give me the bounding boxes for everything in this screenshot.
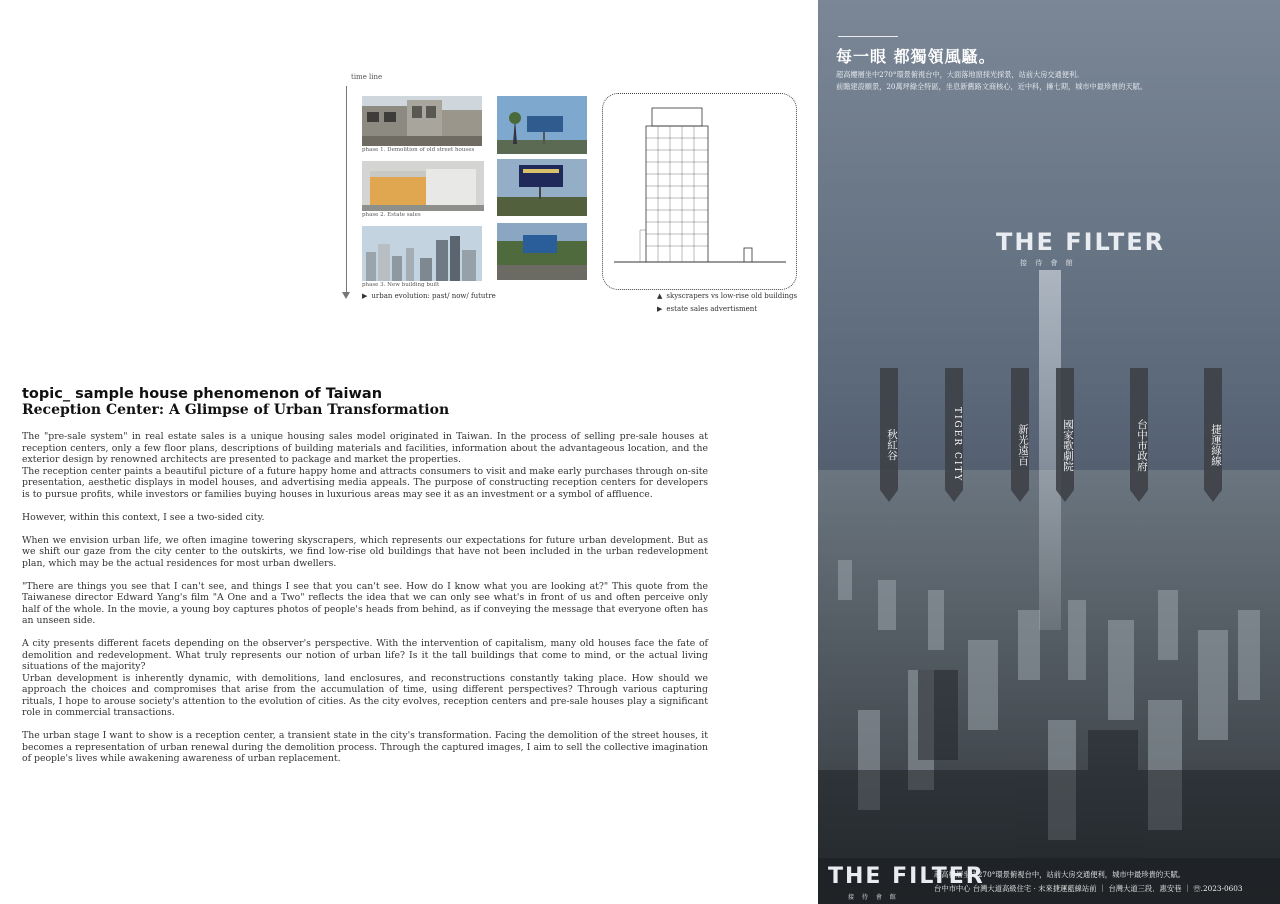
legend-advertisment: ▶ estate sales advertisment bbox=[657, 305, 758, 313]
location-tag: 秋紅谷 bbox=[880, 368, 898, 490]
poster-subline: 超高樓層坐中270°環景俯視台中，大面落地窗採光採景，站前大房交通便利。 bbox=[836, 70, 1084, 79]
paragraph: When we envision urban life, we often imagine towering skyscrapers, which represents our expectations for future urban development. But as we shift our gaze from the city center to the outskirts, we find low-rise old buildings that have not been included in the urban redevelopment plan, which may be the actual residences for most urban dwellers. bbox=[22, 534, 708, 569]
location-tag: 台中市政府 bbox=[1130, 368, 1148, 490]
timeline-label: time line bbox=[351, 73, 383, 81]
photo-billboard-sky bbox=[497, 96, 587, 154]
photo-demolition bbox=[362, 96, 482, 146]
topic-heading: topic_ sample house phenomenon of Taiwan bbox=[22, 386, 383, 402]
paragraph: Urban development is inherently dynamic, with demolitions, land enclosures, and reconstructions constantly taking place. How should we approach the choices and compromises that arise from the accumulation of time, using different perspectives? Through various capturing rituals, I hope to arouse society's attention to the evolution of cities. As the city evolves, reception centers and pre-sale houses play a significant role in commercial transactions. bbox=[22, 672, 708, 718]
brand-logo: THE FILTER bbox=[996, 228, 1166, 256]
subtopic-heading: Reception Center: A Glimpse of Urban Transformation bbox=[22, 402, 450, 418]
location-tag: 新光遠百 bbox=[1011, 368, 1029, 490]
article-body bbox=[22, 431, 708, 776]
triangle-up-icon: ▲ bbox=[657, 292, 663, 300]
legend-evolution: ▶ urban evolution: past/ now/ fututre bbox=[362, 292, 496, 300]
poster-footer bbox=[818, 858, 1280, 904]
phase-caption: phase 1. Demolition of old street houses bbox=[362, 147, 475, 153]
brand-subtitle: 接 待 會 館 bbox=[1020, 259, 1076, 267]
footer-brand-logo: THE FILTER bbox=[828, 864, 985, 889]
timeline-arrow-icon bbox=[342, 292, 350, 299]
paragraph: The reception center paints a beautiful picture of a future happy home and attracts consumers to visit and make early purchases through on-site presentation, aesthetic displays in model houses, and advertising media appeals. The purpose of constructing reception centers for developers is to pursue profits, while investors or families buying houses in luxurious areas may see it as an investment or a symbol of affluence. bbox=[22, 465, 708, 500]
paragraph: However, within this context, I see a two-sided city. bbox=[22, 511, 265, 523]
photo-new-buildings bbox=[362, 226, 482, 281]
phase-caption: phase 3. New building built bbox=[362, 282, 440, 288]
triangle-right-icon: ▶ bbox=[657, 305, 663, 313]
legend-skyscrapers: ▲ skyscrapers vs low-rise old buildings bbox=[657, 292, 798, 300]
paragraph: The urban stage I want to show is a reception center, a transient state in the city's transformation. Facing the demolition of the street houses, it becomes a representation of urban renewal during the demolition process. Through the captured images, I aim to sell the collective imagination of people's lives while awakening awareness of urban replacement. bbox=[22, 730, 708, 764]
timeline-axis bbox=[346, 86, 347, 294]
footer-line: 超高樓層坐中270°環景俯視台中，站前大房交通便利，城市中最珍貴的天賦。 bbox=[934, 870, 1186, 879]
paragraph: A city presents different facets depending on the observer's perspective. With the intervention of capitalism, many old houses face the fate of demolition and redevelopment. What truly represents our notion of urban life? Is it the tall buildings that come to mind, or the actual living situations of the majority? bbox=[22, 638, 708, 672]
photo-sales-billboard bbox=[497, 159, 587, 216]
triangle-right-icon: ▶ bbox=[362, 292, 368, 300]
photo-reception-center bbox=[362, 161, 484, 211]
footer-line: 台中市中心 台灣大道高級住宅 · 未來捷運藍線站前 ｜ 台灣大道三段．惠安巷 ｜ ☏.2023-0603 bbox=[934, 884, 1243, 893]
location-tag: TIGER CITY bbox=[945, 368, 963, 490]
advertisement-poster bbox=[818, 0, 1280, 904]
poster-slogan: 每一眼 都獨領風騷。 bbox=[836, 47, 996, 66]
location-tag: 捷運綠線 bbox=[1204, 368, 1222, 490]
footer-brand-subtitle: 接 待 會 館 bbox=[848, 894, 899, 901]
paragraph: "There are things you see that I can't see, and things I see that you can't see. How do I know what you are looking at?" This quote from the Taiwanese director Edward Yang's film "A One and a Two" reflects the idea that we can only see what's in front of us and often perceive only half of the whole. In the movie, a young boy captures photos of people's heads from behind, as if conveying the message that everyone often has an unseen side. bbox=[22, 580, 708, 626]
photo-roadside-billboard bbox=[497, 223, 587, 280]
poster-rule bbox=[838, 36, 898, 37]
location-tag: 國家歌劇院 bbox=[1056, 368, 1074, 490]
phase-caption: phase 2. Estate sales bbox=[362, 212, 421, 218]
elevation-drawing bbox=[610, 100, 790, 270]
paragraph: The "pre-sale system" in real estate sales is a unique housing sales model originated in Taiwan. In the process of selling pre-sale houses at reception centers, only a few floor plans, descriptions of building materials and facilities, information about the advantageous location, and the exterior design by renowned architects are presented to package and market the properties. bbox=[22, 431, 708, 465]
poster-subline: 前瞻建設願景，20萬坪綠全特區，坐息新舊路文商核心，近中科，擁七期，城市中最珍貴的天賦。 bbox=[836, 82, 1148, 91]
